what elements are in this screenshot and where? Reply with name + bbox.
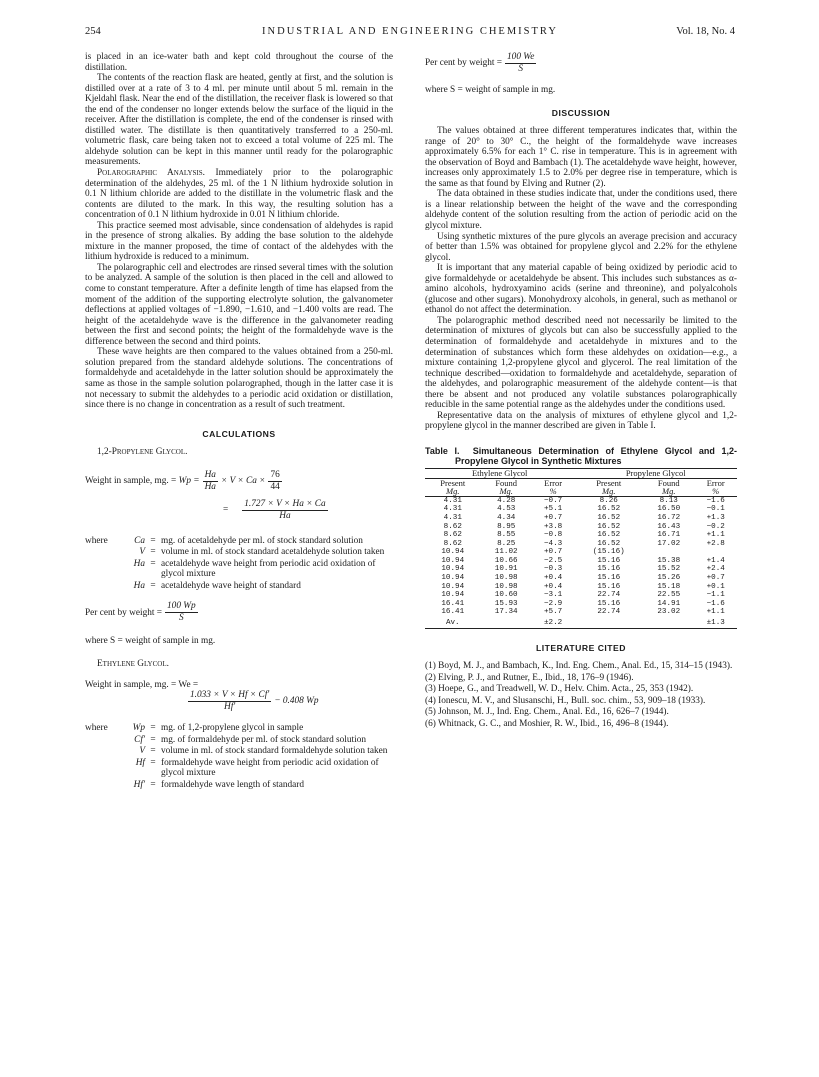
table-cell: 15.18 bbox=[657, 582, 681, 591]
table-row bbox=[425, 523, 737, 532]
table-cell: 15.16 bbox=[597, 599, 621, 608]
equals-sign: = bbox=[150, 757, 156, 768]
table-cell: 10.94 bbox=[441, 574, 465, 583]
table-cell: 8.62 bbox=[443, 539, 462, 548]
table-cell: +0.4 bbox=[544, 582, 563, 591]
definition-row bbox=[85, 559, 393, 580]
column-header: Found bbox=[657, 477, 680, 488]
left-column bbox=[85, 52, 393, 796]
table-cell: 15.93 bbox=[494, 599, 518, 608]
fraction-numerator: 100 Wp bbox=[167, 601, 196, 612]
paragraph: The polarographic cell and electrodes are rinsed several times with the solution to be analyzed. A sample of the solution is then placed in the cell and allowed to come to constant temperature. After a definite length of time has elapsed from the moment of the addition of the supporting electrolyte solution, the galvanometer deflections at applied voltages of −1.890, −1.610, and −1.400 volts are read. The height of the acetaldehyde wave is the difference in the galvanometer reading between the first and second points; the height of the formaldehyde wave is the difference between the second and third points. bbox=[85, 262, 393, 347]
average-label: Av. bbox=[425, 617, 481, 628]
table-cell: −1.1 bbox=[706, 591, 725, 600]
table-cell: +2.4 bbox=[706, 565, 725, 574]
table-cell: +5.7 bbox=[544, 608, 563, 617]
fraction-numerator: 1.033 × V × Hf × Cf′ bbox=[190, 690, 270, 701]
equals-sign: = bbox=[150, 580, 156, 591]
table-cell: 15.16 bbox=[597, 582, 621, 591]
definition-row bbox=[85, 746, 393, 757]
reference-item: (4) Ionescu, M. V., and Slusanschi, H., Bull. soc. chim., 53, 909–18 (1933). bbox=[425, 695, 706, 706]
definition-symbol: V bbox=[139, 746, 145, 757]
table-cell: +1.1 bbox=[706, 531, 725, 540]
table-row bbox=[425, 505, 737, 514]
equation-lhs: Per cent by weight = bbox=[85, 607, 163, 618]
equals-sign: = bbox=[150, 558, 156, 569]
table-row bbox=[425, 583, 737, 592]
fraction-denominator: Ha bbox=[279, 510, 291, 521]
definition-row bbox=[85, 536, 393, 547]
average-ethylene: ±2.2 bbox=[532, 617, 575, 628]
table-cell: 4.31 bbox=[443, 505, 462, 514]
fraction bbox=[188, 690, 271, 713]
equation-wp: Wp = bbox=[178, 475, 200, 486]
where-label bbox=[85, 581, 111, 592]
equals-sign: = bbox=[150, 734, 156, 745]
table-cell bbox=[574, 617, 643, 628]
table-cell: −0.1 bbox=[706, 505, 725, 514]
table-cell: 8.25 bbox=[497, 539, 516, 548]
where-sample: where S = weight of sample in mg. bbox=[425, 85, 556, 95]
table-cell: 8.62 bbox=[443, 531, 462, 540]
table-cell: −2.5 bbox=[544, 556, 563, 565]
table-cell: 10.94 bbox=[441, 582, 465, 591]
run-in-heading: Polarographic Analysis. bbox=[97, 168, 205, 179]
table-cell: +1.4 bbox=[706, 556, 725, 565]
fraction-denominator: 44 bbox=[270, 481, 280, 492]
definition-row bbox=[85, 581, 393, 592]
page-number: 254 bbox=[85, 26, 101, 37]
table-cell: +0.7 bbox=[706, 574, 725, 583]
where-label bbox=[85, 735, 111, 746]
equals-sign: = bbox=[223, 504, 229, 515]
table-cell: 8.13 bbox=[659, 496, 678, 505]
paragraph: The contents of the reaction flask are heated, gently at first, and the solution is distilled over at a rate of 3 to 4 ml. per minute until about 5 ml. remain in the Kjeldahl flask. Near the end of the distillation, the receiver flask is lowered so that the end of the condenser no longer extends below the surface of the liquid in the receiver. After the distillation is complete, the end of the condenser is rinsed with distilled water. The distillate is then quantitatively transferred to a 250-ml. volumetric flask, care being taken not to exceed a total volume of 225 ml. The aldehyde solution can be kept in this manner until ready for the polarographic measurements. bbox=[85, 73, 393, 168]
fraction-numerator: 1.727 × V × Ha × Ca bbox=[244, 498, 326, 509]
definition-row bbox=[85, 758, 393, 779]
table-row bbox=[425, 565, 737, 574]
paragraph: It is important that any material capable of being oxidized by periodic acid to give formaldehyde or acetaldehyde be absent. This includes such substances as α-amino alcohols, hydroxyamino acids (serine and threonine), and polyalcohols (glucose and other sugars). Monohydroxy alcohols, in general, such as methanol or ethanol do not affect the determination. bbox=[425, 263, 737, 316]
definition-text: acetaldehyde wave height from periodic acid oxidation of glycol mixture bbox=[161, 558, 376, 580]
section-heading-discussion: DISCUSSION bbox=[551, 107, 611, 118]
variable-definitions bbox=[85, 723, 393, 790]
table-row bbox=[425, 608, 737, 617]
table-row bbox=[425, 548, 737, 557]
table-cell: +0.1 bbox=[706, 582, 725, 591]
section-heading-literature: LITERATURE CITED bbox=[536, 642, 626, 653]
fraction bbox=[242, 499, 327, 522]
paragraph: Representative data on the analysis of mixtures of ethylene glycol and 1,2-propylene glycol in the manner described are given in Table I. bbox=[425, 410, 737, 432]
reference-item: (3) Hoepe, G., and Treadwell, W. D., Helv. Chim. Acta., 25, 353 (1942). bbox=[425, 684, 694, 695]
definition-symbol: Wp bbox=[132, 723, 145, 734]
paragraph: The values obtained at three different temperatures indicates that, within the range of 20° to 30° C., the height of the formaldehyde wave increases approximately 6.5% for each 1° C. rise in temperature. This is in agreement with the observation of Boyd and Bambach (1). The acetaldehyde wave height, however, increases only approximately 1.5 to 2.0% per degree rise in temperature, which is the same as that found by Elving and Rutner (2). bbox=[425, 126, 737, 189]
equation-propylene bbox=[85, 470, 393, 493]
equation-ethylene-lhs: Weight in sample, mg. = We = bbox=[85, 679, 199, 690]
table-cell: 4.28 bbox=[497, 496, 516, 505]
paragraph: This practice seemed most advisable, since condensation of aldehydes is rapid in the presence of strong alkalies. By adding the base solution to the aldehyde mixture in the manner proposed, the time of contact of the aldehydes with the lithium hydroxide is reduced to a minimum. bbox=[85, 220, 393, 263]
table-cell: 16.50 bbox=[657, 505, 681, 514]
table-cell: (15.16) bbox=[592, 548, 625, 557]
table-group-header: Ethylene Glycol bbox=[425, 468, 574, 478]
paragraph bbox=[85, 168, 393, 221]
fraction-denominator: S bbox=[179, 613, 184, 624]
fraction-numerator: Ha bbox=[204, 469, 216, 480]
equals-sign: = bbox=[150, 746, 156, 757]
fraction-numerator: 100 We bbox=[507, 52, 535, 62]
table-cell: −1.6 bbox=[706, 496, 725, 505]
paragraph: Using synthetic mixtures of the pure glycols an average precision and accuracy of better than 1.5% was obtained for propylene glycol and 2.2% for the ethylene glycol. bbox=[425, 231, 737, 263]
data-table bbox=[425, 468, 737, 629]
equation-lhs: Weight in sample, mg. = bbox=[85, 475, 177, 486]
definition-symbol: Ca bbox=[134, 535, 145, 546]
unit-header: Mg. bbox=[574, 487, 643, 496]
table-cell: +1.3 bbox=[706, 513, 725, 522]
table-cell: 15.26 bbox=[657, 574, 681, 583]
table-label: Table I. bbox=[425, 445, 460, 456]
definition-text: mg. of acetaldehyde per ml. of stock standard solution bbox=[161, 535, 363, 546]
table-cell: −0.3 bbox=[544, 565, 563, 574]
paragraph: is placed in an ice-water bath and kept cold throughout the course of the distillation. bbox=[85, 52, 393, 73]
table-cell: 10.60 bbox=[494, 591, 518, 600]
table-cell: 8.95 bbox=[497, 522, 516, 531]
table-cell: 10.91 bbox=[494, 565, 518, 574]
table-cell bbox=[643, 617, 694, 628]
definition-row bbox=[85, 723, 393, 734]
equals-sign: = bbox=[150, 723, 156, 734]
table-cell: 15.38 bbox=[657, 556, 681, 565]
column-header: Present bbox=[596, 477, 622, 488]
definition-text: mg. of formaldehyde per ml. of stock standard solution bbox=[161, 734, 367, 745]
fraction bbox=[505, 52, 536, 75]
table-cell: 16.71 bbox=[657, 531, 681, 540]
average-propylene: ±1.3 bbox=[694, 617, 737, 628]
table-cell: 15.52 bbox=[657, 565, 681, 574]
table-cell: 22.55 bbox=[657, 591, 681, 600]
definition-symbol: Hf bbox=[135, 757, 145, 768]
reference-list bbox=[425, 661, 737, 729]
definition-row bbox=[85, 780, 393, 791]
subheading-ethylene: Ethylene Glycol. bbox=[97, 658, 169, 669]
table-cell: +3.8 bbox=[544, 522, 563, 531]
fraction bbox=[203, 470, 218, 493]
table-cell: 8.62 bbox=[443, 522, 462, 531]
column-header: Error bbox=[706, 477, 725, 488]
where-label bbox=[85, 559, 111, 580]
table-cell: 10.94 bbox=[441, 565, 465, 574]
table-cell: 4.53 bbox=[497, 505, 516, 514]
table-row bbox=[425, 574, 737, 583]
table-group-header: Propylene Glycol bbox=[574, 468, 737, 478]
table-cell: 10.98 bbox=[494, 582, 518, 591]
paragraph-text: Immediately prior to the polarographic determination of the aldehydes, 25 ml. of the 1 N lithium hydroxide solution in 0.1 N lithium chloride are added to the distillate in the volumetric flask and the contents are diluted to the mark. In this way, the resulting solution has a concentration of 0.1 N lithium hydroxide in 0.01 N lithium chloride. bbox=[85, 168, 394, 221]
where-label: where bbox=[85, 535, 108, 546]
table-row bbox=[425, 600, 737, 609]
equation-lhs: Per cent by weight = bbox=[425, 58, 503, 69]
table-cell: 8.26 bbox=[599, 496, 618, 505]
table-cell: 17.34 bbox=[494, 608, 518, 617]
table-cell: 16.72 bbox=[657, 513, 681, 522]
table-cell: 10.98 bbox=[494, 574, 518, 583]
reference-item: (1) Boyd, M. J., and Bambach, K., Ind. Eng. Chem., Anal. Ed., 15, 314–15 (1943). bbox=[425, 661, 733, 672]
equation-percent-ethylene bbox=[425, 52, 737, 75]
fraction-denominator: Hf′ bbox=[223, 702, 236, 713]
unit-header: % bbox=[694, 487, 737, 496]
where-label bbox=[85, 746, 111, 757]
table-cell: 10.94 bbox=[441, 548, 465, 557]
table-row bbox=[425, 496, 737, 505]
table-cell: −0.7 bbox=[544, 496, 563, 505]
equation-middle: × V × Ca × bbox=[220, 475, 266, 486]
table-cell: 10.94 bbox=[441, 556, 465, 565]
table-cell: 4.31 bbox=[443, 496, 462, 505]
where-label bbox=[85, 758, 111, 779]
paragraph: The polarographic method described need not necessarily be limited to the determination of mixtures of glycols but can also be successfully applied to the determination of formaldehyde and acetaldehyde in mixtures and to the determination of substances which form these aldehydes on oxidation—e.g., a mixture containing 1,2-propylene glycol and glycerol. The real limitation of the technique described—oxidation to formaldehyde and acetaldehyde, separation of the aldehydes, and polarographic measurement of the aldehyde content—is that there be absent and not produced any volatile substances polarographically reducible in the same potential range as the aldehydes under the conditions used. bbox=[425, 315, 737, 411]
table-row bbox=[425, 531, 737, 540]
table-cell: −0.8 bbox=[544, 531, 563, 540]
variable-definitions bbox=[85, 536, 393, 592]
definition-row bbox=[85, 735, 393, 746]
table-cell: 16.52 bbox=[597, 505, 621, 514]
table-cell: 10.94 bbox=[441, 591, 465, 600]
table-cell: 14.91 bbox=[657, 599, 681, 608]
where-sample: where S = weight of sample in mg. bbox=[85, 636, 216, 647]
fraction-denominator: S bbox=[518, 64, 523, 74]
table-block bbox=[425, 446, 737, 629]
table-cell: +2.8 bbox=[706, 539, 725, 548]
table-cell: 22.74 bbox=[597, 608, 621, 617]
table-cell: +5.1 bbox=[544, 505, 563, 514]
definition-text: volume in ml. of stock standard formaldehyde solution taken bbox=[161, 746, 388, 757]
section-heading-calculations: CALCULATIONS bbox=[202, 428, 276, 439]
table-cell: 15.16 bbox=[597, 565, 621, 574]
column-header: Error bbox=[544, 477, 563, 488]
reference-item: (5) Johnson, M. J., Ind. Eng. Chem., Anal. Ed., 16, 626–7 (1944). bbox=[425, 707, 669, 718]
equals-sign: = bbox=[150, 779, 156, 790]
fraction bbox=[165, 601, 198, 624]
definition-symbol: Ha bbox=[133, 558, 145, 569]
subheading-propylene: 1,2-Propylene Glycol. bbox=[97, 447, 188, 458]
table-cell: 4.31 bbox=[443, 513, 462, 522]
definition-symbol: Ha bbox=[133, 580, 145, 591]
table-row bbox=[425, 540, 737, 549]
table-cell: 16.43 bbox=[657, 522, 681, 531]
table-cell: 16.52 bbox=[597, 531, 621, 540]
equation-percent-propylene bbox=[85, 601, 393, 624]
definition-symbol: V bbox=[139, 547, 145, 558]
table-row bbox=[425, 591, 737, 600]
table-cell bbox=[694, 548, 737, 557]
table-cell: 8.55 bbox=[497, 531, 516, 540]
where-label bbox=[85, 780, 111, 791]
unit-header: Mg. bbox=[481, 487, 532, 496]
equals-sign: = bbox=[150, 547, 156, 558]
table-cell: +0.4 bbox=[544, 574, 563, 583]
volume-issue: Vol. 18, No. 4 bbox=[676, 26, 735, 37]
journal-title: INDUSTRIAL AND ENGINEERING CHEMISTRY bbox=[262, 26, 558, 37]
table-cell: 4.34 bbox=[497, 513, 516, 522]
equation-tail: − 0.408 Wp bbox=[274, 696, 319, 707]
table-cell: 15.16 bbox=[597, 574, 621, 583]
equals-sign: = bbox=[150, 535, 156, 546]
equation-ethylene bbox=[185, 690, 393, 713]
right-column bbox=[425, 52, 737, 730]
table-cell: −0.2 bbox=[706, 522, 725, 531]
column-header: Present bbox=[440, 477, 466, 488]
table-cell: 16.52 bbox=[597, 539, 621, 548]
definition-row bbox=[85, 547, 393, 558]
definition-symbol: Hf′ bbox=[133, 779, 145, 790]
table-cell: 22.74 bbox=[597, 591, 621, 600]
fraction-denominator: Ha bbox=[204, 481, 216, 492]
column-header: Found bbox=[495, 477, 518, 488]
fraction bbox=[268, 470, 281, 493]
running-header bbox=[85, 26, 735, 42]
table-cell: 23.02 bbox=[657, 608, 681, 617]
table-cell: −1.6 bbox=[706, 599, 725, 608]
table-cell: +0.7 bbox=[544, 513, 563, 522]
where-label: where bbox=[85, 723, 108, 734]
definition-text: acetaldehyde wave height of standard bbox=[161, 580, 301, 591]
table-cell: 17.02 bbox=[657, 539, 681, 548]
table-cell: 15.16 bbox=[597, 556, 621, 565]
table-cell: 16.52 bbox=[597, 522, 621, 531]
where-label bbox=[85, 547, 111, 558]
unit-header: Mg. bbox=[643, 487, 694, 496]
definition-text: volume in ml. of stock standard acetaldehyde solution taken bbox=[161, 547, 385, 558]
reference-item: (6) Whitnack, G. C., and Moshier, R. W., Ibid., 16, 496–8 (1944). bbox=[425, 718, 669, 729]
table-cell: +0.7 bbox=[544, 548, 563, 557]
table-cell: −4.3 bbox=[544, 539, 563, 548]
table-cell: −3.1 bbox=[544, 591, 563, 600]
table-row bbox=[425, 514, 737, 523]
paragraph: The data obtained in these studies indicate that, under the conditions used, there is a linear relationship between the height of the wave and the corresponding aldehyde content of the solution resulting from the action of periodic acid on the glycol mixture. bbox=[425, 189, 737, 232]
table-row bbox=[425, 557, 737, 566]
table-caption: Simultaneous Determination of Ethylene Glycol and 1,2-Propylene Glycol in Synthetic Mixtures bbox=[455, 445, 737, 466]
table-cell: −2.9 bbox=[544, 599, 563, 608]
definition-text: formaldehyde wave height from periodic acid oxidation of glycol mixture bbox=[161, 757, 379, 779]
table-average-row bbox=[425, 617, 737, 628]
table-cell: +1.1 bbox=[706, 608, 725, 617]
table-cell bbox=[481, 617, 532, 628]
table-cell: 16.52 bbox=[597, 513, 621, 522]
table-title bbox=[425, 446, 737, 466]
table-cell: 11.02 bbox=[494, 548, 518, 557]
table-cell: 16.41 bbox=[441, 599, 465, 608]
unit-header: Mg. bbox=[425, 487, 481, 496]
fraction-numerator: 76 bbox=[270, 469, 280, 480]
unit-header: % bbox=[532, 487, 575, 496]
definition-symbol: Cf′ bbox=[134, 734, 145, 745]
table-cell bbox=[643, 548, 694, 557]
definition-text: mg. of 1,2-propylene glycol in sample bbox=[161, 723, 304, 734]
paragraph: These wave heights are then compared to the values obtained from a 250-ml. solution prepared from the standard aldehyde solutions. The concentrations of formaldehyde and acetaldehyde in the latter solution should be approximately the same as those in the sample solution polarographed, though in the latter case it is not necessary to submit the aldehydes to a periodic acid oxidation or distillation, since there is no change in concentration as a result of such treatment. bbox=[85, 347, 393, 411]
table-cell: 16.41 bbox=[441, 608, 465, 617]
equation-propylene-simplified bbox=[223, 499, 393, 522]
table-cell: 10.66 bbox=[494, 556, 518, 565]
reference-item: (2) Elving, P. J., and Rutner, E., Ibid., 18, 176–9 (1946). bbox=[425, 672, 634, 683]
definition-text: formaldehyde wave length of standard bbox=[161, 779, 305, 790]
